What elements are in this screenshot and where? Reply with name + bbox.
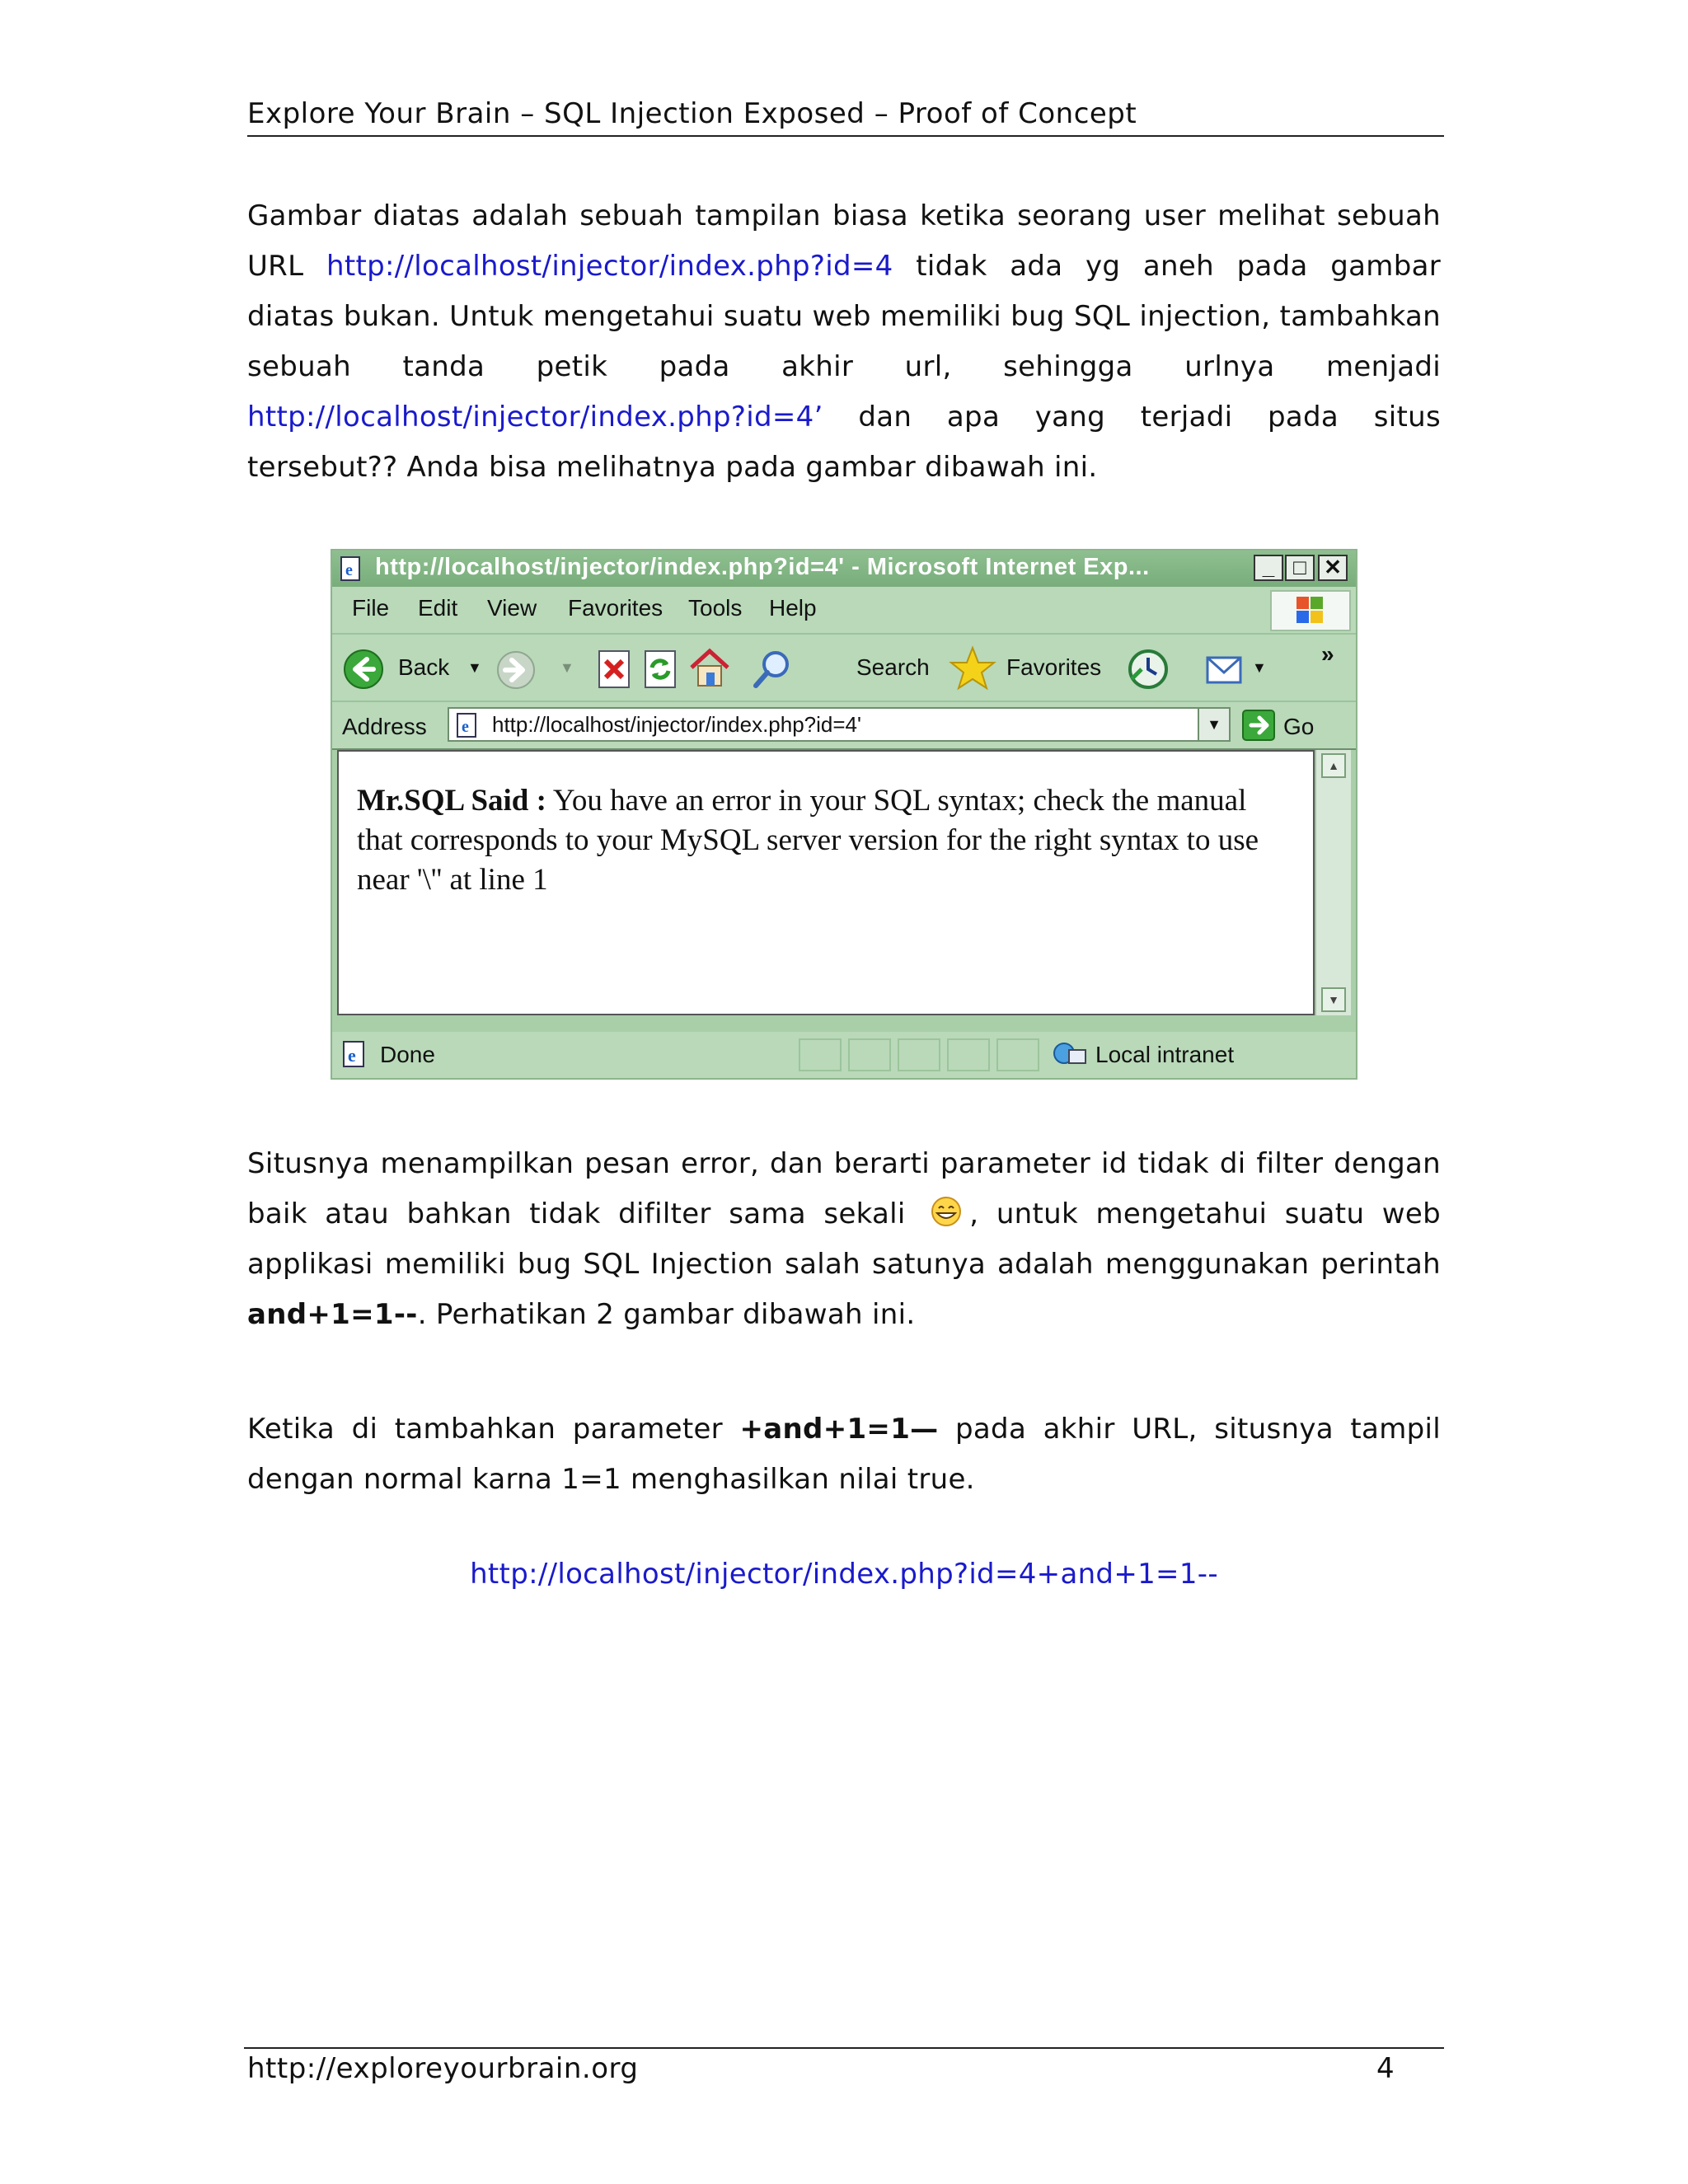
address-dropdown-icon[interactable]: ▼ bbox=[1198, 709, 1229, 740]
mail-dropdown-icon[interactable]: ▼ bbox=[1252, 659, 1267, 676]
paragraph-text: pada akhir URL, situsnya tampil dengan normal karna 1=1 menghasilkan nilai true. bbox=[247, 1413, 1441, 1496]
status-cell bbox=[898, 1038, 940, 1071]
error-label: Mr.SQL Said : bbox=[357, 784, 546, 818]
sql-payload: +and+1=1— bbox=[739, 1413, 939, 1446]
menu-view[interactable]: View bbox=[487, 595, 537, 621]
search-icon[interactable] bbox=[749, 646, 795, 692]
paragraph-text: dan apa yang terjadi pada situs tersebut?? Anda bisa melihatnya pada gambar dibawah ini. bbox=[247, 401, 1441, 484]
paragraph-text: Situsnya menampilkan pesan error, dan berarti parameter id tidak di filter dengan baik atau bahkan tidak difilter sama sekali bbox=[247, 1147, 1441, 1230]
ie-page-icon bbox=[454, 712, 482, 738]
browser-content-area bbox=[337, 750, 1315, 1015]
toolbar-overflow-icon[interactable]: » bbox=[1321, 641, 1334, 667]
status-text: Done bbox=[380, 1042, 435, 1067]
paragraph-error-explanation bbox=[247, 1139, 1441, 1340]
paragraph-text: Gambar diatas adalah sebuah tampilan biasa ketika seorang user melihat sebuah URL bbox=[247, 199, 1441, 283]
browser-title-bar bbox=[332, 551, 1356, 587]
status-cell bbox=[996, 1038, 1039, 1071]
paragraph-text: . Perhatikan 2 gambar dibawah ini. bbox=[417, 1298, 916, 1331]
go-button-label[interactable]: Go bbox=[1283, 714, 1315, 739]
svg-text:e: e bbox=[345, 561, 353, 579]
sql-payload: and+1=1-- bbox=[247, 1298, 418, 1331]
menu-bar bbox=[332, 587, 1356, 635]
address-label: Address bbox=[342, 714, 427, 739]
header-divider bbox=[247, 135, 1444, 137]
minimize-button[interactable]: _ bbox=[1254, 555, 1283, 581]
vertical-scrollbar[interactable] bbox=[1315, 750, 1351, 1015]
favorites-button-label[interactable]: Favorites bbox=[1006, 654, 1102, 680]
address-bar bbox=[332, 702, 1356, 750]
ie-page-icon bbox=[339, 555, 365, 582]
status-bar bbox=[332, 1032, 1356, 1078]
mail-icon[interactable] bbox=[1203, 648, 1249, 691]
browser-toolbar bbox=[332, 635, 1356, 702]
paragraph-intro bbox=[247, 191, 1441, 493]
footer-url[interactable]: http://exploreyourbrain.org bbox=[247, 2052, 639, 2085]
menu-edit[interactable]: Edit bbox=[418, 595, 458, 621]
menu-favorites[interactable]: Favorites bbox=[568, 595, 663, 621]
close-button[interactable]: ✕ bbox=[1318, 555, 1348, 581]
page-header-title: Explore Your Brain – SQL Injection Exposed – Proof of Concept bbox=[247, 97, 1137, 130]
paragraph-text: tidak ada yg aneh pada gambar diatas bukan. Untuk mengetahui suatu web memiliki bug SQL injection, tambahkan sebuah tanda petik pada akhir url, sehingga urlnya menjadi bbox=[247, 250, 1441, 383]
url-link-quoted[interactable]: http://localhost/injector/index.php?id=4’ bbox=[247, 401, 823, 434]
address-value: http://localhost/injector/index.php?id=4' bbox=[492, 712, 861, 737]
history-icon[interactable] bbox=[1125, 646, 1171, 692]
browser-screenshot bbox=[331, 549, 1357, 1080]
intranet-zone-icon bbox=[1053, 1040, 1089, 1070]
status-cell bbox=[947, 1038, 990, 1071]
scroll-down-icon[interactable]: ▼ bbox=[1321, 987, 1346, 1012]
windows-logo-icon bbox=[1270, 590, 1351, 631]
footer-divider bbox=[244, 2047, 1444, 2049]
menu-help[interactable]: Help bbox=[769, 595, 817, 621]
paragraph-true-condition bbox=[247, 1404, 1441, 1505]
forward-arrow-icon[interactable] bbox=[495, 649, 537, 691]
status-cell bbox=[799, 1038, 842, 1071]
sql-error-message bbox=[357, 781, 1280, 900]
browser-title: http://localhost/injector/index.php?id=4' - Microsoft Internet Exp... bbox=[375, 554, 1150, 580]
menu-tools[interactable]: Tools bbox=[688, 595, 743, 621]
svg-text:e: e bbox=[462, 718, 469, 736]
stop-icon[interactable] bbox=[594, 648, 634, 691]
grinning-smiley-icon bbox=[928, 1195, 964, 1228]
page-number: 4 bbox=[1376, 2052, 1395, 2085]
back-button-label[interactable]: Back bbox=[398, 654, 450, 680]
search-button-label[interactable]: Search bbox=[856, 654, 930, 680]
home-icon[interactable] bbox=[687, 644, 733, 691]
zone-label: Local intranet bbox=[1095, 1042, 1235, 1067]
menu-file[interactable]: File bbox=[352, 595, 390, 621]
error-text: You have an error in your SQL syntax; check the manual that corresponds to your MySQL server version for the right syntax to use near '\'' at line 1 bbox=[357, 784, 1259, 897]
maximize-button[interactable]: □ bbox=[1285, 555, 1315, 581]
back-arrow-icon[interactable] bbox=[342, 648, 385, 691]
paragraph-text: Ketika di tambahkan parameter bbox=[247, 1413, 740, 1446]
go-arrow-icon[interactable] bbox=[1241, 709, 1276, 742]
status-cell bbox=[848, 1038, 891, 1071]
address-input[interactable] bbox=[448, 707, 1231, 742]
svg-text:e: e bbox=[348, 1045, 356, 1066]
ie-page-icon bbox=[340, 1040, 372, 1070]
back-dropdown-icon[interactable]: ▼ bbox=[467, 659, 482, 676]
paragraph-text: , untuk mengetahui suatu web applikasi memiliki bug SQL Injection salah satunya adalah menggunakan perintah bbox=[247, 1197, 1442, 1281]
example-url-link[interactable]: http://localhost/injector/index.php?id=4+and+1=1-- bbox=[470, 1558, 1218, 1591]
url-link[interactable]: http://localhost/injector/index.php?id=4 bbox=[326, 250, 893, 283]
forward-dropdown-icon[interactable]: ▼ bbox=[560, 659, 574, 676]
refresh-icon[interactable] bbox=[640, 648, 680, 691]
scroll-up-icon[interactable]: ▲ bbox=[1321, 753, 1346, 778]
favorites-star-icon[interactable] bbox=[949, 644, 996, 692]
